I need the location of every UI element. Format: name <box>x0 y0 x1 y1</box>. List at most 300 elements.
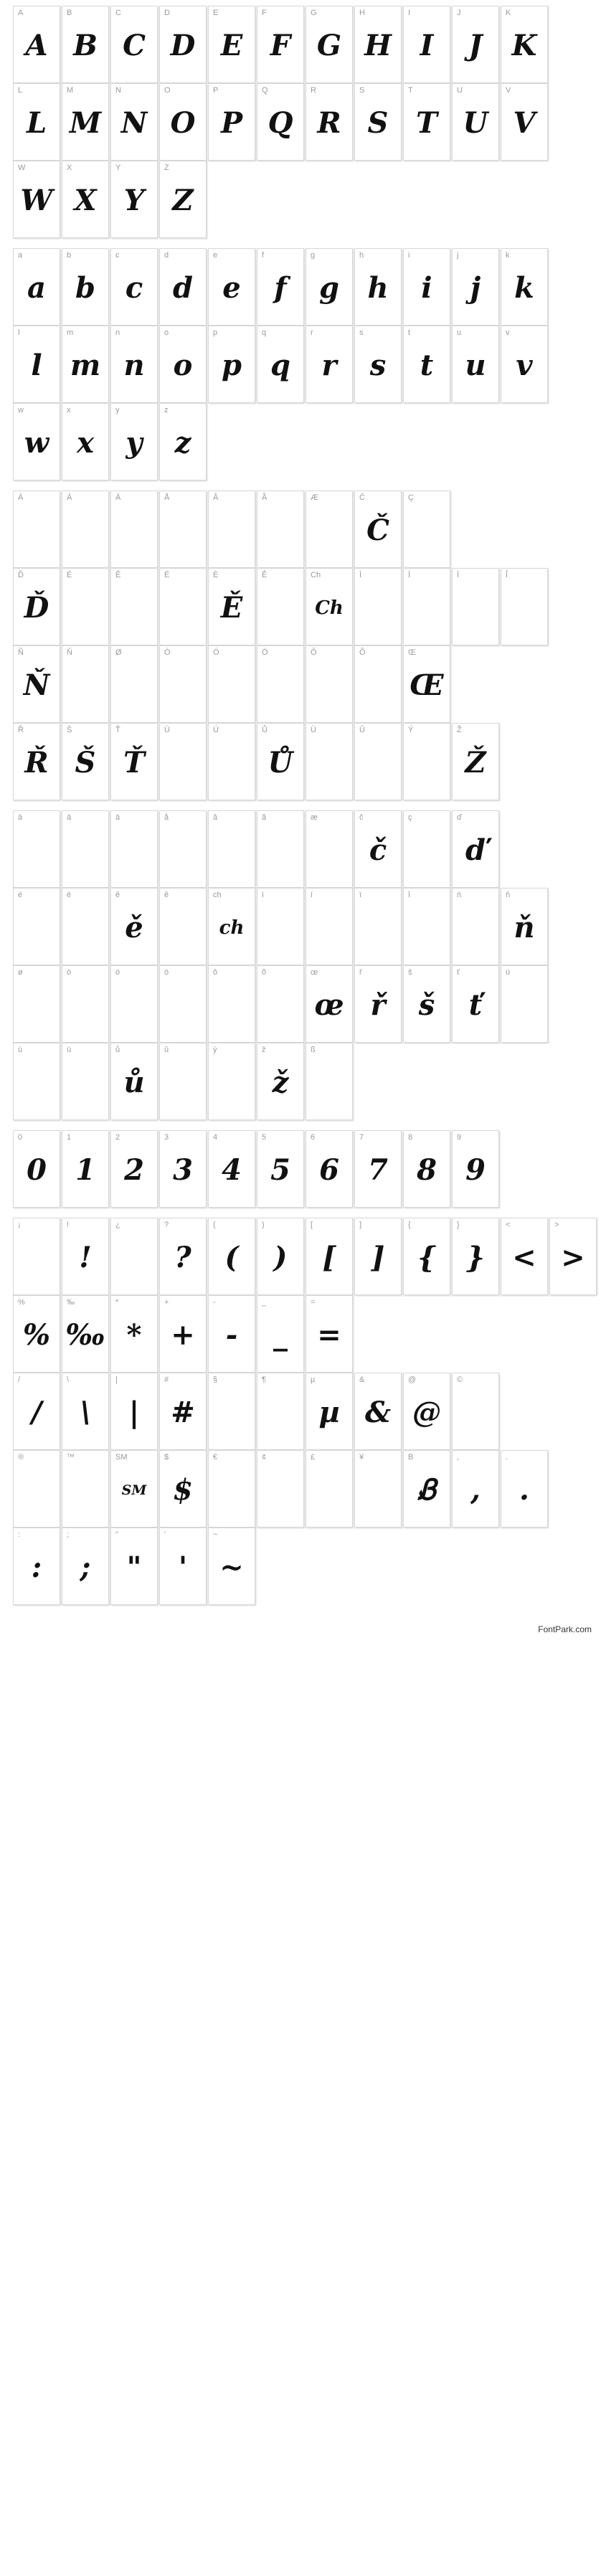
glyph-cell[interactable] <box>306 1043 353 1120</box>
glyph-sample: % <box>22 1318 50 1352</box>
glyph-code-label: ; <box>67 1530 70 1539</box>
glyph-cell[interactable] <box>159 1450 207 1528</box>
glyph-cell[interactable] <box>354 6 402 83</box>
glyph-block-punctuation-brackets <box>0 1218 606 1605</box>
glyph-cell[interactable] <box>501 888 548 965</box>
glyph-cell[interactable] <box>501 326 548 403</box>
glyph-code-label: î <box>408 891 411 899</box>
glyph-code-label: ň <box>506 891 511 899</box>
glyph-cell[interactable] <box>13 965 60 1043</box>
glyph-cell[interactable] <box>208 1528 255 1605</box>
glyph-cell[interactable] <box>501 568 548 645</box>
glyph-row <box>13 1218 593 1295</box>
glyph-cell[interactable] <box>110 1218 158 1295</box>
glyph-cell[interactable] <box>306 1373 353 1450</box>
glyph-cell[interactable] <box>110 6 158 83</box>
glyph-cell[interactable] <box>257 1450 304 1528</box>
glyph-cell[interactable] <box>13 83 60 161</box>
glyph-cell[interactable] <box>62 491 109 568</box>
glyph-code-label: p <box>213 328 218 337</box>
glyph-cell[interactable] <box>110 1295 158 1373</box>
glyph-sample: + <box>171 1318 195 1352</box>
glyph-cell[interactable] <box>208 723 255 800</box>
glyph-cell[interactable] <box>13 6 60 83</box>
glyph-code-label: S <box>359 86 365 95</box>
glyph-cell[interactable] <box>257 1295 304 1373</box>
glyph-cell[interactable] <box>403 810 450 888</box>
glyph-sample: T <box>416 106 437 140</box>
glyph-sample: o <box>173 349 193 382</box>
glyph-cell[interactable] <box>13 1130 60 1208</box>
glyph-cell[interactable] <box>403 723 450 800</box>
glyph-cell[interactable] <box>13 1450 60 1528</box>
glyph-cell[interactable] <box>452 248 499 326</box>
glyph-cell[interactable] <box>501 1218 548 1295</box>
glyph-cell[interactable] <box>110 723 158 800</box>
glyph-cell[interactable] <box>257 568 304 645</box>
glyph-code-label: ń <box>457 891 462 899</box>
glyph-cell[interactable] <box>452 1450 499 1528</box>
glyph-cell[interactable] <box>110 326 158 403</box>
glyph-cell[interactable] <box>13 491 60 568</box>
glyph-code-label: ž <box>262 1046 266 1054</box>
glyph-cell[interactable] <box>110 161 158 238</box>
glyph-cell[interactable] <box>549 1218 597 1295</box>
glyph-cell[interactable] <box>159 161 207 238</box>
glyph-sample: - <box>225 1318 238 1352</box>
glyph-code-label: o <box>164 328 169 337</box>
glyph-sample: ‰ <box>65 1318 105 1352</box>
glyph-code-label: € <box>213 1453 218 1462</box>
glyph-cell[interactable] <box>354 723 402 800</box>
glyph-cell[interactable] <box>62 6 109 83</box>
glyph-code-label: > <box>554 1221 559 1229</box>
glyph-cell[interactable] <box>306 83 353 161</box>
glyph-cell[interactable] <box>452 965 499 1043</box>
glyph-cell[interactable] <box>208 1130 255 1208</box>
glyph-cell[interactable] <box>306 1218 353 1295</box>
glyph-code-label: = <box>311 1298 316 1307</box>
glyph-cell[interactable] <box>501 965 548 1043</box>
glyph-cell[interactable] <box>13 1528 60 1605</box>
glyph-cell[interactable] <box>452 568 499 645</box>
glyph-sample: Ť <box>123 746 145 780</box>
glyph-code-label: * <box>115 1298 119 1307</box>
glyph-code-label: [ <box>311 1221 313 1229</box>
glyph-cell[interactable] <box>62 326 109 403</box>
glyph-cell[interactable] <box>208 810 255 888</box>
glyph-code-label: ) <box>262 1221 265 1229</box>
glyph-cell[interactable] <box>159 83 207 161</box>
glyph-cell[interactable] <box>208 1218 255 1295</box>
glyph-cell[interactable] <box>354 83 402 161</box>
glyph-cell[interactable] <box>159 248 207 326</box>
glyph-code-label: { <box>408 1221 411 1229</box>
glyph-cell[interactable] <box>159 326 207 403</box>
glyph-code-label: À <box>18 493 24 502</box>
glyph-code-label: Û <box>359 726 365 734</box>
glyph-cell[interactable] <box>62 1043 109 1120</box>
glyph-cell[interactable] <box>257 83 304 161</box>
glyph-cell[interactable] <box>62 1218 109 1295</box>
glyph-cell[interactable] <box>354 326 402 403</box>
glyph-cell[interactable] <box>13 1373 60 1450</box>
glyph-cell[interactable] <box>110 810 158 888</box>
glyph-cell[interactable] <box>306 248 353 326</box>
glyph-code-label: Ì <box>359 571 362 579</box>
glyph-cell[interactable] <box>110 83 158 161</box>
glyph-code-label: Ç <box>408 493 414 502</box>
glyph-code-label: 4 <box>213 1133 218 1142</box>
glyph-code-label: b <box>67 251 72 260</box>
glyph-cell[interactable] <box>306 491 353 568</box>
glyph-sample: L <box>26 106 47 140</box>
glyph-cell[interactable] <box>403 965 450 1043</box>
glyph-cell[interactable] <box>13 161 60 238</box>
glyph-cell[interactable] <box>208 1043 255 1120</box>
glyph-sample: $ <box>173 1473 193 1507</box>
glyph-cell[interactable] <box>403 568 450 645</box>
glyph-cell[interactable] <box>257 1218 304 1295</box>
glyph-sample: ž <box>272 1066 289 1099</box>
glyph-cell[interactable] <box>354 810 402 888</box>
glyph-sample: d <box>173 271 193 305</box>
glyph-code-label: ¡ <box>18 1221 21 1229</box>
glyph-cell[interactable] <box>13 810 60 888</box>
glyph-cell[interactable] <box>62 1528 109 1605</box>
glyph-cell[interactable] <box>403 888 450 965</box>
glyph-cell[interactable] <box>110 1043 158 1120</box>
glyph-code-label: M <box>67 86 74 95</box>
glyph-cell[interactable] <box>13 326 60 403</box>
glyph-cell[interactable] <box>306 965 353 1043</box>
glyph-cell[interactable] <box>208 326 255 403</box>
glyph-sample: [ <box>322 1241 336 1274</box>
glyph-cell[interactable] <box>306 888 353 965</box>
glyph-cell[interactable] <box>354 888 402 965</box>
glyph-row <box>13 326 593 403</box>
glyph-cell[interactable] <box>159 888 207 965</box>
glyph-sample: @ <box>412 1396 441 1429</box>
glyph-code-label: Ý <box>408 726 414 734</box>
glyph-cell[interactable] <box>403 1373 450 1450</box>
glyph-cell[interactable] <box>354 1218 402 1295</box>
glyph-sample: : <box>31 1550 42 1584</box>
glyph-code-label: Õ <box>359 648 366 657</box>
glyph-cell[interactable] <box>13 1043 60 1120</box>
glyph-code-label: Q <box>262 86 268 95</box>
glyph-cell[interactable] <box>501 248 548 326</box>
glyph-cell[interactable] <box>13 403 60 480</box>
glyph-cell[interactable] <box>62 810 109 888</box>
glyph-code-label: Ù <box>164 726 170 734</box>
glyph-cell[interactable] <box>403 326 450 403</box>
glyph-code-label: N <box>115 86 121 95</box>
glyph-cell[interactable] <box>62 1130 109 1208</box>
glyph-cell[interactable] <box>501 83 548 161</box>
glyph-cell[interactable] <box>452 326 499 403</box>
glyph-cell[interactable] <box>354 1130 402 1208</box>
glyph-cell[interactable] <box>208 1373 255 1450</box>
glyph-code-label: Ü <box>311 726 316 734</box>
glyph-cell[interactable] <box>62 1373 109 1450</box>
glyph-code-label: § <box>213 1375 218 1384</box>
glyph-code-label: ä <box>115 813 120 822</box>
glyph-cell[interactable] <box>62 645 109 723</box>
glyph-cell[interactable] <box>110 568 158 645</box>
glyph-sample: { <box>417 1241 436 1274</box>
glyph-cell[interactable] <box>257 888 304 965</box>
glyph-cell[interactable] <box>208 248 255 326</box>
glyph-sample: A <box>25 29 48 62</box>
glyph-sample: S <box>367 106 389 140</box>
glyph-code-label: Î <box>506 571 508 579</box>
glyph-cell[interactable] <box>306 6 353 83</box>
glyph-code-label: ë <box>67 891 72 899</box>
glyph-sample: ď <box>465 833 486 867</box>
glyph-cell[interactable] <box>452 1373 499 1450</box>
glyph-cell[interactable] <box>403 645 450 723</box>
glyph-cell[interactable] <box>257 248 304 326</box>
glyph-cell[interactable] <box>306 1450 353 1528</box>
glyph-cell[interactable] <box>110 491 158 568</box>
glyph-cell[interactable] <box>62 1295 109 1373</box>
glyph-sample: = <box>317 1318 341 1352</box>
glyph-cell[interactable] <box>159 6 207 83</box>
glyph-sample: Ě <box>220 591 243 625</box>
glyph-cell[interactable] <box>62 1450 109 1528</box>
glyph-cell[interactable] <box>13 645 60 723</box>
glyph-cell[interactable] <box>159 1295 207 1373</box>
glyph-code-label: c <box>115 251 120 260</box>
glyph-cell[interactable] <box>257 810 304 888</box>
glyph-cell[interactable] <box>110 645 158 723</box>
glyph-cell[interactable] <box>306 645 353 723</box>
glyph-code-label: Ž <box>457 726 462 734</box>
glyph-code-label: Ch <box>311 571 321 579</box>
glyph-code-label: f <box>262 251 265 260</box>
glyph-code-label: µ <box>311 1375 316 1384</box>
glyph-row <box>13 6 593 83</box>
glyph-cell[interactable] <box>257 1130 304 1208</box>
glyph-cell[interactable] <box>159 1043 207 1120</box>
glyph-cell[interactable] <box>354 1450 402 1528</box>
glyph-code-label: Ô <box>311 648 317 657</box>
glyph-cell[interactable] <box>13 1295 60 1373</box>
glyph-code-label: 7 <box>359 1133 364 1142</box>
glyph-cell[interactable] <box>306 810 353 888</box>
glyph-sample: m <box>70 349 101 382</box>
glyph-cell[interactable] <box>13 568 60 645</box>
glyph-cell[interactable] <box>110 403 158 480</box>
glyph-cell[interactable] <box>13 248 60 326</box>
page-footer <box>0 1615 606 1644</box>
glyph-sample: 3 <box>173 1153 193 1187</box>
glyph-cell[interactable] <box>62 161 109 238</box>
glyph-code-label: Ø <box>115 648 122 657</box>
glyph-cell[interactable] <box>403 6 450 83</box>
glyph-sample: N <box>120 106 148 140</box>
glyph-block-uppercase-accented <box>0 491 606 800</box>
glyph-cell[interactable] <box>159 403 207 480</box>
glyph-code-label: C <box>115 9 121 17</box>
glyph-sample: x <box>77 426 94 460</box>
glyph-code-label: Æ <box>311 493 318 502</box>
glyph-sample: Ch <box>315 597 344 619</box>
glyph-cell[interactable] <box>452 723 499 800</box>
glyph-cell[interactable] <box>62 248 109 326</box>
glyph-cell[interactable] <box>208 568 255 645</box>
glyph-cell[interactable] <box>257 491 304 568</box>
glyph-sample: F <box>270 29 291 62</box>
glyph-sample: r <box>321 349 337 382</box>
glyph-cell[interactable] <box>452 810 499 888</box>
glyph-code-label: ö <box>164 968 169 977</box>
glyph-cell[interactable] <box>159 491 207 568</box>
glyph-sample: I <box>420 29 434 62</box>
glyph-code-label: ô <box>213 968 218 977</box>
glyph-cell[interactable] <box>501 1450 548 1528</box>
glyph-cell[interactable] <box>159 1373 207 1450</box>
glyph-code-label: W <box>18 164 26 172</box>
glyph-code-label: Œ <box>408 648 416 657</box>
glyph-cell[interactable] <box>159 810 207 888</box>
glyph-sample: y <box>126 426 143 460</box>
glyph-cell[interactable] <box>208 1295 255 1373</box>
glyph-cell[interactable] <box>403 83 450 161</box>
glyph-cell[interactable] <box>208 6 255 83</box>
glyph-cell[interactable] <box>452 6 499 83</box>
glyph-cell[interactable] <box>257 965 304 1043</box>
glyph-cell[interactable] <box>306 326 353 403</box>
glyph-cell[interactable] <box>159 723 207 800</box>
glyph-code-label: č <box>359 813 364 822</box>
glyph-sample: Č <box>366 513 389 547</box>
glyph-code-label: Ë <box>164 571 170 579</box>
glyph-code-label: ¿ <box>115 1221 120 1229</box>
glyph-cell[interactable] <box>306 568 353 645</box>
glyph-code-label: K <box>506 9 511 17</box>
glyph-cell[interactable] <box>110 965 158 1043</box>
glyph-sample: 1 <box>75 1153 95 1187</box>
glyph-cell[interactable] <box>13 1218 60 1295</box>
glyph-cell[interactable] <box>403 491 450 568</box>
glyph-sample: u <box>465 349 486 382</box>
glyph-code-label: r <box>311 328 313 337</box>
glyph-sample: ! <box>79 1241 92 1274</box>
glyph-cell[interactable] <box>208 965 255 1043</box>
glyph-cell[interactable] <box>62 723 109 800</box>
glyph-cell[interactable] <box>62 568 109 645</box>
glyph-cell[interactable] <box>257 645 304 723</box>
glyph-cell[interactable] <box>13 888 60 965</box>
glyph-cell[interactable] <box>257 326 304 403</box>
glyph-cell[interactable] <box>62 403 109 480</box>
glyph-code-label: é <box>18 891 23 899</box>
glyph-code-label: Í <box>408 571 411 579</box>
glyph-code-label: # <box>164 1375 169 1384</box>
glyph-sample: O <box>170 106 196 140</box>
glyph-code-label: Ť <box>115 726 120 734</box>
glyph-code-label: w <box>18 406 24 415</box>
glyph-sample: \ <box>80 1396 91 1429</box>
glyph-cell[interactable] <box>403 1130 450 1208</box>
glyph-cell[interactable] <box>403 1450 450 1528</box>
glyph-code-label: Ů <box>262 726 268 734</box>
glyph-cell[interactable] <box>403 248 450 326</box>
glyph-cell[interactable] <box>110 1373 158 1450</box>
glyph-cell[interactable] <box>354 568 402 645</box>
glyph-sample: Ů <box>268 746 293 780</box>
glyph-cell[interactable] <box>62 83 109 161</box>
glyph-code-label: â <box>213 813 218 822</box>
glyph-code-label: T <box>408 86 413 95</box>
glyph-cell[interactable] <box>110 1528 158 1605</box>
glyph-cell[interactable] <box>208 491 255 568</box>
glyph-cell[interactable] <box>110 248 158 326</box>
glyph-cell[interactable] <box>306 723 353 800</box>
glyph-cell[interactable] <box>62 965 109 1043</box>
glyph-cell[interactable] <box>354 645 402 723</box>
glyph-cell[interactable] <box>403 1218 450 1295</box>
glyph-cell[interactable] <box>110 1450 158 1528</box>
glyph-code-label: ã <box>262 813 267 822</box>
glyph-cell[interactable] <box>159 568 207 645</box>
glyph-code-label: Ä <box>115 493 121 502</box>
glyph-code-label: g <box>311 251 316 260</box>
glyph-cell[interactable] <box>159 1528 207 1605</box>
glyph-cell[interactable] <box>306 1130 353 1208</box>
glyph-code-label: 1 <box>67 1133 72 1142</box>
glyph-cell[interactable] <box>110 1130 158 1208</box>
glyph-cell[interactable] <box>62 888 109 965</box>
glyph-cell[interactable] <box>354 491 402 568</box>
glyph-cell[interactable] <box>452 1218 499 1295</box>
glyph-sample: D <box>170 29 196 62</box>
glyph-cell[interactable] <box>354 965 402 1043</box>
glyph-cell[interactable] <box>159 965 207 1043</box>
glyph-cell[interactable] <box>208 83 255 161</box>
glyph-cell[interactable] <box>257 6 304 83</box>
glyph-cell[interactable] <box>452 1130 499 1208</box>
glyph-code-label: ® <box>18 1453 24 1462</box>
glyph-code-label: Š <box>67 726 72 734</box>
glyph-cell[interactable] <box>257 723 304 800</box>
glyph-cell[interactable] <box>110 888 158 965</box>
glyph-cell[interactable] <box>306 1295 353 1373</box>
glyph-cell[interactable] <box>452 83 499 161</box>
glyph-code-label: œ <box>311 968 318 977</box>
glyph-cell[interactable] <box>501 6 548 83</box>
glyph-code-label: ê <box>164 891 169 899</box>
glyph-code-label: ß <box>311 1046 316 1054</box>
glyph-cell[interactable] <box>354 1373 402 1450</box>
glyph-cell[interactable] <box>257 1373 304 1450</box>
glyph-cell[interactable] <box>159 1218 207 1295</box>
glyph-cell[interactable] <box>13 723 60 800</box>
glyph-cell[interactable] <box>208 1450 255 1528</box>
glyph-cell[interactable] <box>354 248 402 326</box>
glyph-cell[interactable] <box>208 645 255 723</box>
glyph-code-label: © <box>457 1375 463 1384</box>
glyph-sample: z <box>174 426 191 460</box>
glyph-cell[interactable] <box>208 888 255 965</box>
glyph-cell[interactable] <box>159 645 207 723</box>
glyph-cell[interactable] <box>159 1130 207 1208</box>
glyph-cell[interactable] <box>452 888 499 965</box>
glyph-cell[interactable] <box>257 1043 304 1120</box>
glyph-code-label: Ê <box>262 571 268 579</box>
